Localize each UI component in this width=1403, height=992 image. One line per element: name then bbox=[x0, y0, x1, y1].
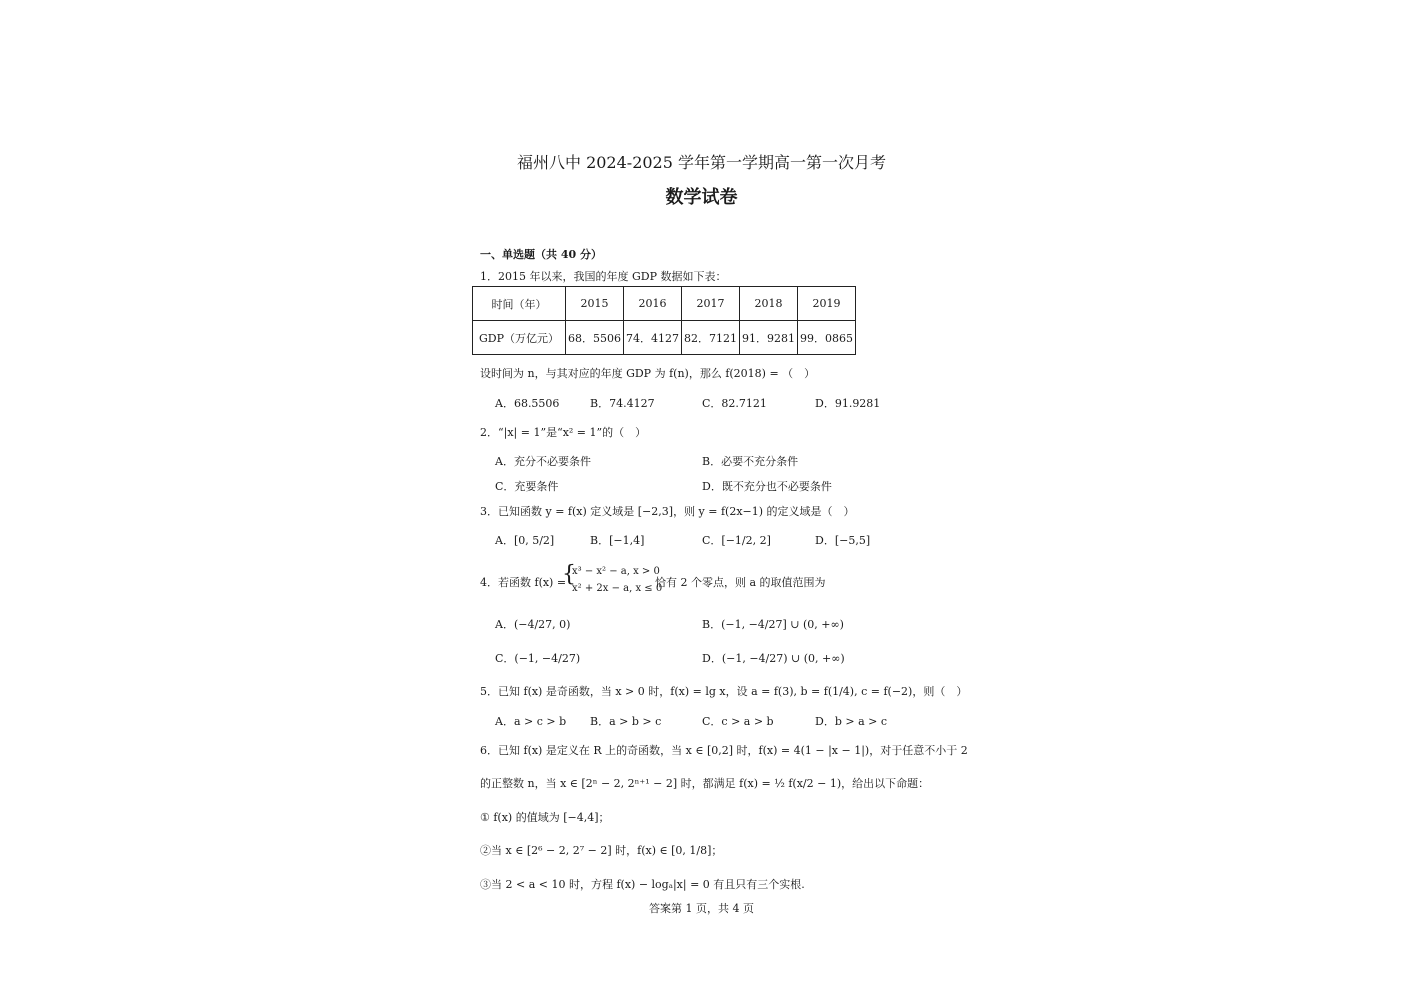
q3-option-a: A．[0, 5/2] bbox=[495, 534, 555, 547]
table-cell: 2017 bbox=[682, 287, 740, 321]
table-cell: 82．7121 bbox=[682, 321, 740, 355]
q6-proposition-1: ① f(x) 的值域为 [−4,4]； bbox=[480, 811, 610, 824]
brace-glyph: { bbox=[562, 562, 576, 587]
q4-stem-post: 恰有 2 个零点，则 a 的取值范围为 bbox=[655, 576, 826, 589]
q4-option-b: B．(−1, −4/27] ∪ (0, +∞) bbox=[702, 618, 844, 631]
q2-option-c: C．充要条件 bbox=[495, 480, 559, 493]
q5-option-a: A．a > c > b bbox=[495, 715, 567, 728]
gdp-table bbox=[472, 286, 856, 355]
q1-option-b: B．74.4127 bbox=[590, 397, 655, 410]
q5-stem: 5．已知 f(x) 是奇函数，当 x > 0 时，f(x) = lg x，设 a = f(3), b = f(1/4), c = f(−2)，则（ ） bbox=[480, 685, 968, 698]
table-cell: 2015 bbox=[566, 287, 624, 321]
q6-line-1: 6．已知 f(x) 是定义在 R 上的奇函数，当 x ∈ [0,2] 时，f(x) = 4(1 − |x − 1|)，对于任意不小于 2 bbox=[480, 744, 968, 757]
exam-title: 福州八中 2024-2025 学年第一学期高一第一次月考 bbox=[516, 153, 887, 172]
table-cell: GDP（万亿元） bbox=[473, 321, 566, 355]
page-footer: 答案第 1 页，共 4 页 bbox=[649, 902, 754, 915]
section-heading: 一、单选题（共 40 分） bbox=[480, 248, 602, 261]
table-cell: 99．0865 bbox=[798, 321, 856, 355]
q1-option-d: D．91.9281 bbox=[815, 397, 881, 410]
q2-option-d: D．既不充分也不必要条件 bbox=[702, 480, 832, 493]
q4-option-a: A．(−4/27, 0) bbox=[495, 618, 571, 631]
q4-option-c: C．(−1, −4/27) bbox=[495, 652, 581, 665]
table-row bbox=[473, 321, 856, 355]
q2-stem: 2．“|x| = 1”是“x² = 1”的（ ） bbox=[480, 426, 647, 439]
q3-option-c: C．[−1/2, 2] bbox=[702, 534, 771, 547]
q3-stem: 3．已知函数 y = f(x) 定义域是 [−2,3]，则 y = f(2x−1) 的定义域是（ ） bbox=[480, 505, 855, 518]
table-row bbox=[473, 287, 856, 321]
q4-case-2: x² + 2x − a, x ≤ 0 bbox=[572, 583, 663, 594]
table-cell: 74．4127 bbox=[624, 321, 682, 355]
exam-subtitle: 数学试卷 bbox=[665, 187, 738, 208]
table-cell: 2018 bbox=[740, 287, 798, 321]
table-cell: 时间（年） bbox=[473, 287, 566, 321]
q6-proposition-2: ②当 x ∈ [2⁶ − 2, 2⁷ − 2] 时，f(x) ∈ [0, 1/8]； bbox=[480, 844, 723, 857]
q1-option-c: C．82.7121 bbox=[702, 397, 767, 410]
q1-option-a: A．68.5506 bbox=[495, 397, 560, 410]
table-cell: 2016 bbox=[624, 287, 682, 321]
table-cell: 91．9281 bbox=[740, 321, 798, 355]
q1-followup: 设时间为 n，与其对应的年度 GDP 为 f(n)，那么 f(2018) = （ ） bbox=[480, 367, 816, 380]
table-cell: 2019 bbox=[798, 287, 856, 321]
q4-case-1: x³ − x² − a, x > 0 bbox=[572, 566, 660, 577]
q5-option-b: B．a > b > c bbox=[590, 715, 662, 728]
q6-line-2: 的正整数 n，当 x ∈ [2ⁿ − 2, 2ⁿ⁺¹ − 2] 时，都满足 f(x) = ½ f(x/2 − 1)，给出以下命题： bbox=[480, 777, 930, 790]
q4-stem-pre: 4．若函数 f(x) = bbox=[480, 576, 567, 589]
q4-option-d: D．(−1, −4/27) ∪ (0, +∞) bbox=[702, 652, 845, 665]
q5-option-c: C．c > a > b bbox=[702, 715, 774, 728]
q3-option-b: B．[−1,4] bbox=[590, 534, 645, 547]
q3-option-d: D．[−5,5] bbox=[815, 534, 871, 547]
q2-option-b: B．必要不充分条件 bbox=[702, 455, 799, 468]
q2-option-a: A．充分不必要条件 bbox=[495, 455, 591, 468]
q1-stem: 1．2015 年以来，我国的年度 GDP 数据如下表： bbox=[480, 270, 727, 283]
q6-proposition-3: ③当 2 < a < 10 时，方程 f(x) − logₐ|x| = 0 有且只有三个实根. bbox=[480, 878, 805, 891]
table-cell: 68．5506 bbox=[566, 321, 624, 355]
q5-option-d: D．b > a > c bbox=[815, 715, 887, 728]
